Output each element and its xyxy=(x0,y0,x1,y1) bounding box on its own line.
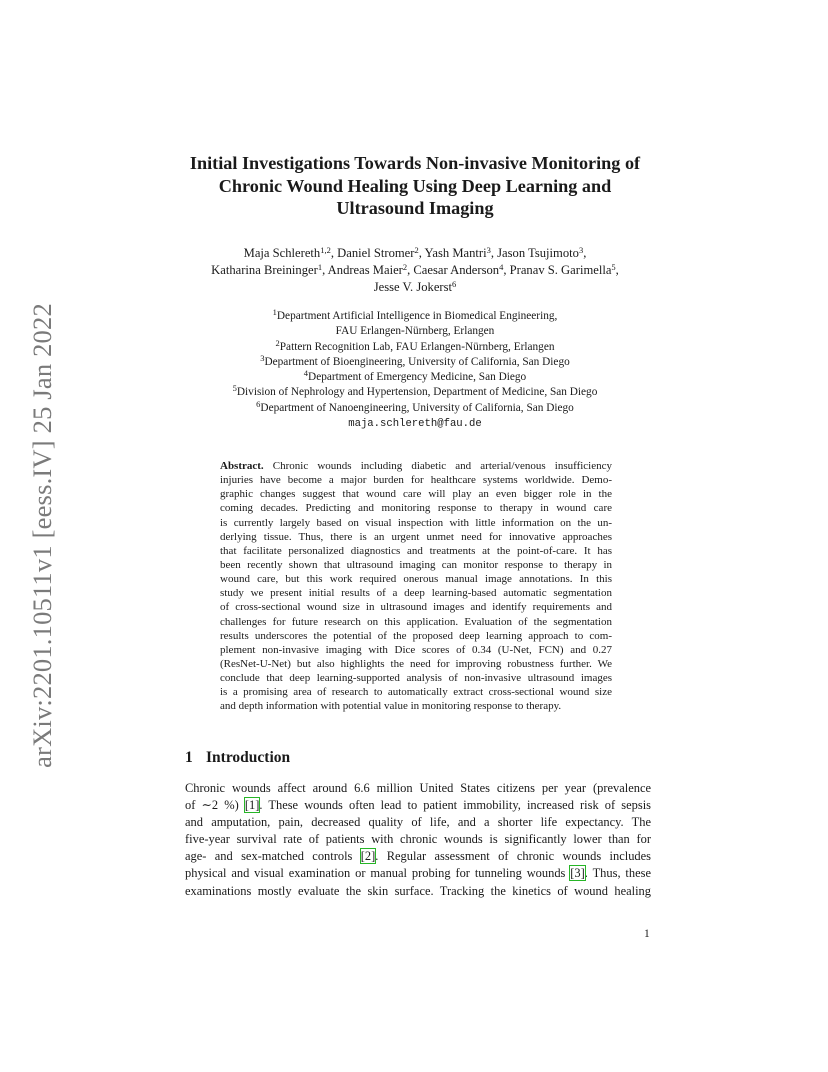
affiliation-line xyxy=(150,385,680,400)
abstract-line: (ResNet-U-Net) but also highlights the need for improving robustness further. We xyxy=(220,657,612,670)
body-line xyxy=(185,797,651,814)
author-affiliation-mark: 1,2 xyxy=(320,245,331,255)
body-text: and amputation, pain, decreased quality of life, and a shorter life expectancy. The xyxy=(185,815,651,830)
affiliation-mark: 2 xyxy=(275,337,280,348)
body-text: . These wounds often lead to patient immobility, increased risk of sepsis xyxy=(259,798,651,813)
section-number: 1 xyxy=(185,749,193,766)
title-line: Ultrasound Imaging xyxy=(336,198,494,218)
author-name: Yash Mantri xyxy=(424,246,487,260)
abstract-line xyxy=(220,459,612,473)
body-line xyxy=(185,848,651,865)
author-affiliation-mark: 3 xyxy=(486,245,491,255)
abstract-line: conclude that deep learning-supported analysis of non-invasive ultrasound images xyxy=(220,672,612,685)
author-separator: , xyxy=(407,263,414,277)
citation-link[interactable]: [1] xyxy=(244,798,260,813)
affiliation-line xyxy=(150,324,680,339)
author-separator: , xyxy=(330,246,338,260)
affiliation-mark: 4 xyxy=(303,368,309,379)
citation-link[interactable]: [3] xyxy=(570,866,585,881)
author-affiliation-mark: 1 xyxy=(317,262,323,272)
body-line xyxy=(185,883,651,900)
author-affiliation-mark: 3 xyxy=(578,245,584,255)
arxiv-identifier: arXiv:2201.10511v1 [eess.IV] 25 Jan 2022 xyxy=(26,302,57,768)
author-affiliation-mark: 2 xyxy=(402,262,408,272)
abstract-line: and depth information with potential value in monitoring response to therapy. xyxy=(220,700,562,713)
citation-link[interactable]: [2] xyxy=(360,849,376,864)
introduction-paragraph xyxy=(185,780,651,900)
author-name: Daniel Stromer xyxy=(337,246,415,260)
body-line xyxy=(185,865,651,882)
author-name: Jesse V. Jokerst xyxy=(373,280,452,294)
author-separator: , xyxy=(322,263,328,277)
author-affiliation-mark: 2 xyxy=(414,245,419,255)
affiliation-mark: 1 xyxy=(272,307,277,317)
contact-email-line xyxy=(150,416,680,432)
body-text: physical and visual examination or manual probing for tunneling wounds xyxy=(185,866,571,881)
abstract-line: study we present initial results of a deep learning-based automatic segmentation xyxy=(220,587,612,600)
abstract xyxy=(220,459,612,714)
author-separator: , xyxy=(503,263,510,277)
abstract-heading: Abstract. xyxy=(220,460,264,472)
author-name: Jason Tsujimoto xyxy=(497,246,579,260)
affiliation-text: Department of Bioengineering, University of California, San Diego xyxy=(264,355,570,368)
section-title: Introduction xyxy=(206,749,291,766)
paper-title xyxy=(150,152,680,220)
affiliation-line xyxy=(150,398,680,416)
affiliation-text: Department of Emergency Medicine, San Diego xyxy=(308,371,527,384)
body-text: of ∼2 %) xyxy=(185,798,245,813)
author-line-1 xyxy=(150,245,680,262)
body-text: examinations mostly evaluate the skin surface. Tracking the kinetics of wound healing xyxy=(185,883,651,898)
abstract-line: is a promising area of research to automatically extract cross-sectional wound size xyxy=(220,686,612,699)
body-text: . Thus, these xyxy=(584,866,651,881)
body-line xyxy=(185,831,651,848)
abstract-line: is currently largely based on visual inspection with little information on the un- xyxy=(220,516,612,529)
abstract-line: wound care, but this work required onerous manual image annotations. In this xyxy=(220,573,612,586)
abstract-line: been recently shown that ultrasound imaging can monitor response to therapy in xyxy=(220,558,612,571)
abstract-line: plement non-invasive imaging with Dice scores of 0.34 (U-Net, FCN) and 0.27 xyxy=(220,643,612,656)
author-affiliation-mark: 6 xyxy=(452,279,457,289)
author-line-2 xyxy=(150,262,680,279)
affiliation-list xyxy=(150,309,680,432)
contact-email[interactable]: maja.schlereth@fau.de xyxy=(348,418,482,431)
author-line-3 xyxy=(150,279,680,296)
affiliation-text: FAU Erlangen-Nürnberg, Erlangen xyxy=(335,325,495,338)
abstract-line: injuries have become a major burden for healthcare systems worldwide. Demo- xyxy=(220,474,612,487)
author-list xyxy=(150,245,680,296)
affiliation-line xyxy=(150,337,680,355)
author-affiliation-mark: 5 xyxy=(611,262,616,272)
body-text: five-year survival rate of patients with chronic wounds is significantly lower than for xyxy=(185,832,651,847)
abstract-line: graphic changes suggest that wound care will play an even bigger role in the xyxy=(220,488,612,501)
abstract-line: derlying tissue. Thus, there is an urgent unmet need for innovative approaches xyxy=(220,530,612,543)
body-line xyxy=(185,780,651,797)
author-separator: , xyxy=(418,246,425,260)
affiliation-mark: 5 xyxy=(232,383,237,394)
affiliation-mark: 3 xyxy=(260,352,265,363)
page-number: 1 xyxy=(644,928,650,940)
section-heading xyxy=(185,749,290,767)
author-name: Andreas Maier xyxy=(327,263,403,277)
arxiv-side-stamp xyxy=(14,290,70,780)
author-separator: , xyxy=(583,246,587,260)
author-separator: , xyxy=(615,263,619,277)
body-line xyxy=(185,814,651,831)
abstract-line-text: Chronic wounds including diabetic and arterial/venous insufficiency xyxy=(263,460,612,472)
abstract-line: of cross-sectional wound size in ultrasound images and identify requirements and xyxy=(220,601,612,614)
author-name: Maja Schlereth xyxy=(243,246,321,260)
title-line: Initial Investigations Towards Non-invasive Monitoring of xyxy=(189,153,641,173)
author-name: Katharina Breininger xyxy=(211,263,318,277)
affiliation-text: Pattern Recognition Lab, FAU Erlangen-Nürnberg, Erlangen xyxy=(279,340,555,353)
affiliation-text: Department Artificial Intelligence in Biomedical Engineering, xyxy=(276,310,558,322)
body-text: Chronic wounds affect around 6.6 million United States citizens per year (prevalence xyxy=(185,781,651,795)
affiliation-line xyxy=(150,352,680,370)
author-name: Caesar Anderson xyxy=(413,263,500,277)
body-text: age- and sex-matched controls xyxy=(185,849,361,864)
abstract-line: that facilitate personalized diagnostics and treatments at the point-of-care. It has xyxy=(220,544,612,557)
affiliation-text: Department of Nanoengineering, University of California, San Diego xyxy=(260,401,574,414)
author-name: Pranav S. Garimella xyxy=(509,263,612,277)
body-text: . Regular assessment of chronic wounds includes xyxy=(375,849,652,864)
affiliation-mark: 6 xyxy=(256,398,261,409)
author-affiliation-mark: 4 xyxy=(499,262,504,272)
author-separator: , xyxy=(490,246,498,260)
abstract-line: results underscores the potential of the proposed deep learning approach to com- xyxy=(220,629,612,642)
abstract-line: coming decades. Predicting and monitoring response to therapy in wound care xyxy=(220,502,612,515)
affiliation-line xyxy=(150,370,680,385)
affiliation-text: Division of Nephrology and Hypertension, Department of Medicine, San Diego xyxy=(236,386,598,399)
title-line: Chronic Wound Healing Using Deep Learning and xyxy=(218,175,612,196)
affiliation-line xyxy=(150,309,680,324)
abstract-line: challenges for future research on this application. Evaluation of the segmentation xyxy=(220,615,612,628)
